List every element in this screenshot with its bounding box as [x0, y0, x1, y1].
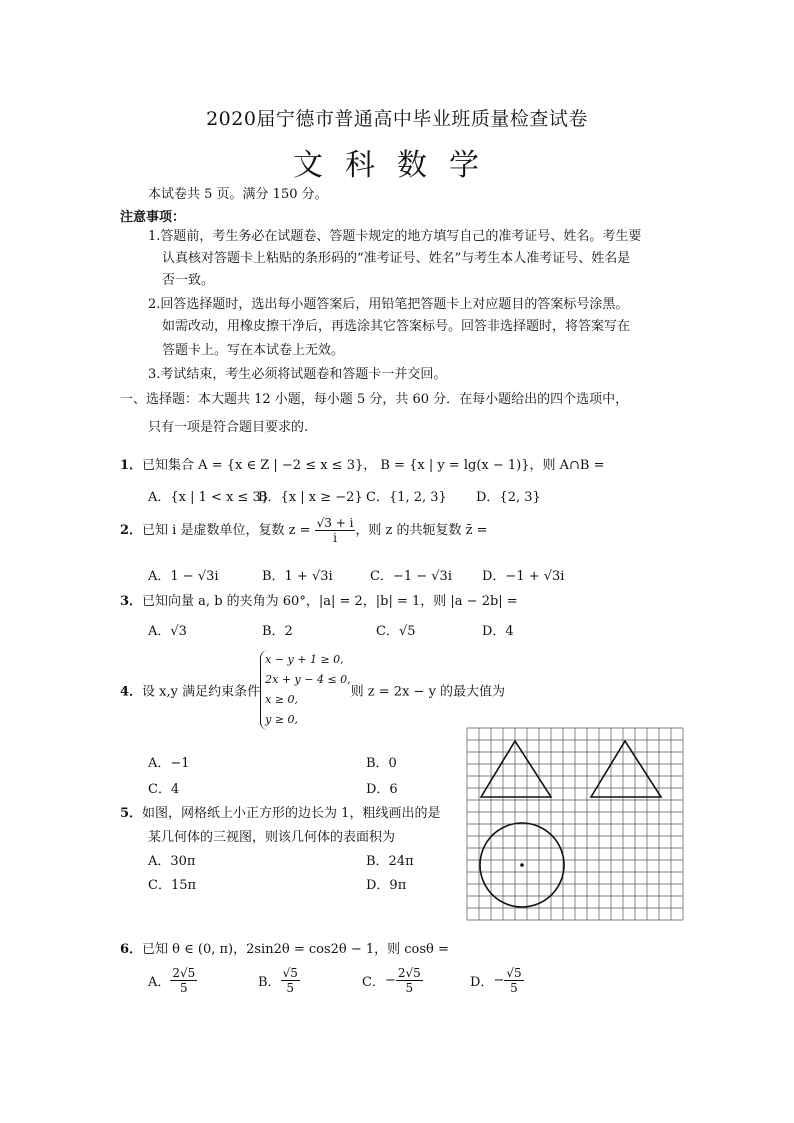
side-view-triangle [591, 741, 661, 797]
exam-subtitle: 文科数学 [293, 148, 501, 183]
notice-line: 2.回答选择题时，选出每小题答案后，用铅笔把答题卡上对应题目的答案标号涂黑。 [148, 297, 629, 312]
question-text: 已知 θ ∈ (0, π)，2sin2θ = cos2θ − 1，则 cosθ = [142, 942, 449, 957]
front-view-triangle [481, 741, 551, 797]
q3-option-d: D．4 [482, 624, 514, 639]
question-text: 则 z = 2x − y 的最大值为 [350, 684, 506, 700]
section-heading: 一、选择题：本大题共 12 小题，每小题 5 分，共 60 分．在每小题给出的四个选项中， [120, 392, 629, 407]
q4-option-a: A．−1 [148, 756, 190, 771]
q5-option-a: A．30π [148, 854, 196, 869]
question-text: 已知 i 是虚数单位，复数 z = [142, 523, 315, 538]
notice-line: 如需改动，用橡皮擦干净后，再选涂其它答案标号。回答非选择题时，将答案写在 [162, 319, 631, 334]
q1-option-d: D．{2, 3} [476, 490, 541, 505]
q1-option-b: B．{x | x ≥ −2} [258, 490, 363, 505]
notice-line: 3.考试结束，考生必须将试题卷和答题卡一并交回。 [148, 367, 447, 382]
question-2 [120, 516, 488, 545]
notice-line: 认真核对答题卡上粘贴的条形码的“准考证号、姓名”与考生本人准考证号、姓名是 [162, 251, 631, 266]
question-1 [120, 454, 604, 473]
question-number: 3． [120, 594, 143, 609]
exam-title: 2020届宁德市普通高中毕业班质量检查试卷 [206, 108, 588, 130]
question-text: ，则 z 的共轭复数 z̄ = [355, 523, 488, 538]
notice-line: 1.答题前，考生务必在试题卷、答题卡规定的地方填写自己的准考证号、姓名。考生要 [148, 229, 642, 244]
question-text: 已知集合 A = {x ∈ Z | −2 ≤ x ≤ 3}， B = {x | y = lg(x − 1)}，则 A∩B = [142, 458, 605, 473]
question-6 [120, 938, 449, 957]
fraction: $\frac{√3 + i}{i}$ [316, 516, 354, 545]
grid [467, 728, 683, 920]
notice-line: 答题卡上。写在本试卷上无效。 [162, 343, 345, 358]
q1-option-a: A．{x | 1 < x ≤ 3} [148, 490, 270, 505]
question-text: 设 x,y 满足约束条件 [142, 684, 261, 700]
q6-option-a: A． $\frac{2√5}{5}$ [148, 966, 196, 995]
q3-option-a: A．√3 [148, 624, 187, 639]
q3-option-b: B．2 [262, 624, 293, 639]
q5-option-d: D．9π [366, 878, 407, 893]
question-number: 5． [120, 806, 143, 821]
question-number: 2． [120, 523, 143, 538]
q4-option-d: D．6 [366, 782, 398, 797]
q2-option-c: C．−1 − √3i [370, 569, 452, 584]
q2-option-d: D．−1 + √3i [482, 569, 565, 584]
q5-option-c: C．15π [148, 878, 197, 893]
question-4 [120, 650, 505, 730]
three-view-figure [465, 727, 687, 923]
question-text: 已知向量 a, b 的夹角为 60°，|a| = 2，|b| = 1，则 |a − 2b| = [142, 594, 518, 609]
constraint-system: x − y + 1 ≥ 0, 2x + y − 4 ≤ 0, x ≥ 0, y ≥ 0, [260, 650, 351, 730]
question-5-line2: 某几何体的三视图，则该几何体的表面积为 [148, 830, 396, 845]
q2-option-a: A．1 − √3i [148, 569, 219, 584]
exam-info: 本试卷共 5 页。满分 150 分。 [148, 187, 328, 202]
q3-option-c: C．√5 [376, 624, 416, 639]
circle-center-dot [520, 863, 524, 867]
question-number: 6． [120, 942, 143, 957]
q5-option-b: B．24π [366, 854, 414, 869]
q6-option-b: B． $\frac{√5}{5}$ [258, 966, 298, 995]
q6-option-d: D．− $\frac{√5}{5}$ [470, 966, 522, 995]
q2-option-b: B．1 + √3i [262, 569, 333, 584]
question-number: 4． [120, 684, 143, 700]
q1-option-c: C．{1, 2, 3} [366, 490, 447, 505]
question-5 [120, 802, 440, 821]
question-number: 1． [120, 458, 143, 473]
q6-option-c: C．− $\frac{2√5}{5}$ [362, 966, 421, 995]
question-3 [120, 590, 518, 609]
section-heading-line2: 只有一项是符合题目要求的. [148, 420, 309, 435]
q4-option-b: B．0 [366, 756, 397, 771]
notice-heading: 注意事项： [120, 210, 186, 225]
notice-line: 否一致。 [162, 273, 215, 288]
question-text: 如图，网格纸上小正方形的边长为 1，粗线画出的是 [142, 806, 441, 821]
q4-option-c: C．4 [148, 782, 180, 797]
